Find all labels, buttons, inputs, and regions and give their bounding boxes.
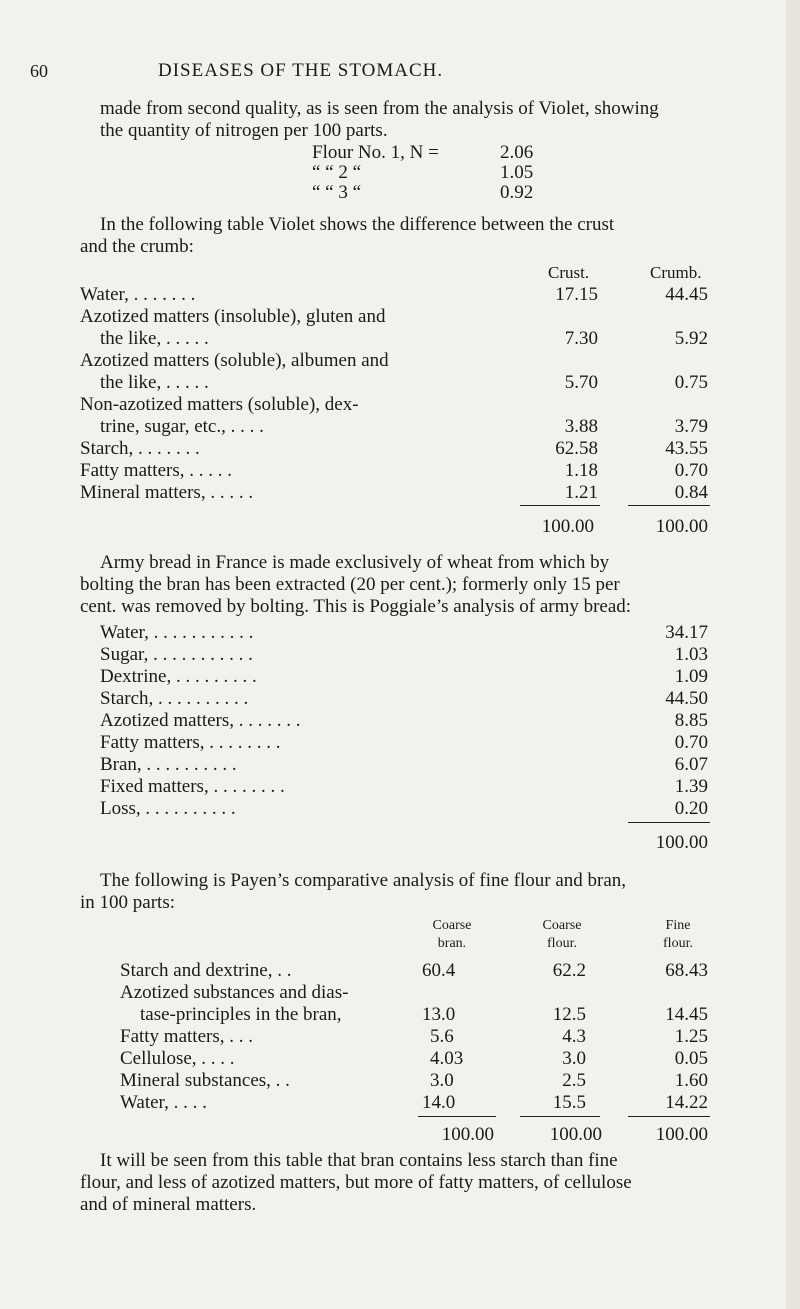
- payen-value-coarse-flour: 3.0: [562, 1048, 586, 1069]
- table1-crumb-value: 0.84: [674, 482, 708, 503]
- table1-crust-rule: [520, 505, 600, 506]
- army-row-label: Water, . . . . . . . . . . .: [100, 622, 254, 643]
- table1-row-label-cont: the like, . . . . .: [100, 372, 209, 393]
- army-line-3: cent. was removed by bolting. This is Poggiale’s analysis of army bread:: [80, 596, 632, 617]
- table1-crust-value: 1.21: [564, 482, 598, 503]
- table1-intro-line-1: In the following table Violet shows the difference between the crust: [100, 214, 615, 235]
- army-row-label: Fatty matters, . . . . . . . .: [100, 732, 281, 753]
- payen-value-coarse-flour: 12.5: [552, 1004, 586, 1025]
- intro-line-2: the quantity of nitrogen per 100 parts.: [100, 120, 388, 141]
- table1-total-crust: 100.00: [541, 516, 594, 537]
- army-row-value: 34.17: [665, 622, 708, 643]
- army-line-1: Army bread in France is made exclusively of wheat from which by: [100, 552, 610, 573]
- conclusion-line-3: and of mineral matters.: [80, 1194, 257, 1215]
- army-row-value: 1.39: [674, 776, 708, 797]
- table1-row-label-cont: the like, . . . . .: [100, 328, 209, 349]
- table1-crumb-value: 43.55: [665, 438, 708, 459]
- army-line-2: bolting the bran has been extracted (20 per cent.); formerly only 15 per: [80, 574, 620, 595]
- table1-crumb-value: 0.70: [674, 460, 708, 481]
- payen-row-label: Fatty matters, . . .: [120, 1026, 253, 1047]
- army-row-label: Bran, . . . . . . . . . .: [100, 754, 237, 775]
- table1-crust-value: 1.18: [564, 460, 598, 481]
- payen-value-bran: 14.0: [422, 1092, 456, 1113]
- payen-row-label-cont: tase-principles in the bran,: [140, 1004, 342, 1025]
- payen-line-2: in 100 parts:: [80, 892, 175, 913]
- table1-row-label: Starch, . . . . . . .: [80, 438, 200, 459]
- payen-value-fine-flour: 0.05: [674, 1048, 708, 1069]
- payen-value-coarse-flour: 2.5: [562, 1070, 586, 1091]
- payen-value-fine-flour: 68.43: [665, 960, 708, 981]
- table1-intro-line-2: and the crumb:: [80, 236, 194, 257]
- army-total-rule: [628, 822, 710, 823]
- payen-value-fine-flour: 1.25: [674, 1026, 708, 1047]
- conclusion-line-1: It will be seen from this table that bran contains less starch than fine: [100, 1150, 618, 1171]
- table1-crumb-value: 3.79: [674, 416, 708, 437]
- col-header-coarse-bran-2: bran.: [437, 936, 467, 951]
- table1-row-label: Azotized matters (soluble), albumen and: [80, 350, 389, 371]
- table1-crumb-value: 44.45: [665, 284, 708, 305]
- page-edge: [786, 0, 800, 1309]
- crust-header: Crust.: [548, 263, 590, 282]
- payen-total-fine-flour: 100.00: [655, 1124, 708, 1145]
- table1-row-label: Non-azotized matters (soluble), dex-: [80, 394, 359, 415]
- table1-crust-value: 7.30: [564, 328, 598, 349]
- payen-row-label: Azotized substances and dias-: [120, 982, 349, 1003]
- army-row-value: 6.07: [674, 754, 708, 775]
- flour-value-3: 0.92: [500, 182, 534, 203]
- payen-value-bran: 3.0: [430, 1070, 454, 1091]
- army-row-label: Loss, . . . . . . . . . .: [100, 798, 236, 819]
- col-header-fine-flour: Fine: [665, 918, 691, 933]
- army-row-label: Starch, . . . . . . . . . .: [100, 688, 249, 709]
- col-header-fine-flour-2: flour.: [663, 936, 693, 951]
- payen-value-coarse-flour: 15.5: [552, 1092, 586, 1113]
- payen-rule-fine-flour: [628, 1116, 710, 1117]
- army-row-value: 8.85: [674, 710, 708, 731]
- flour-value-2: 1.05: [500, 162, 534, 183]
- army-row-value: 0.20: [674, 798, 708, 819]
- payen-row-label: Cellulose, . . . .: [120, 1048, 235, 1069]
- army-row-value: 1.09: [674, 666, 708, 687]
- table1-row-label-cont: trine, sugar, etc., . . . .: [100, 416, 264, 437]
- payen-value-fine-flour: 1.60: [674, 1070, 708, 1091]
- table1-total-crumb: 100.00: [655, 516, 708, 537]
- payen-total-bran: 100.00: [441, 1124, 494, 1145]
- table1-row-label: Fatty matters, . . . . .: [80, 460, 232, 481]
- page-number: 60: [30, 61, 48, 81]
- running-title: DISEASES OF THE STOMACH.: [158, 60, 444, 81]
- army-row-value: 0.70: [674, 732, 708, 753]
- payen-value-bran: 4.03: [430, 1048, 464, 1069]
- payen-value-fine-flour: 14.22: [665, 1092, 708, 1113]
- payen-row-label: Mineral substances, . .: [120, 1070, 290, 1091]
- payen-value-bran: 60.4: [422, 960, 456, 981]
- flour-value-1: 2.06: [500, 142, 534, 163]
- conclusion-line-2: flour, and less of azotized matters, but more of fatty matters, of cellulose: [80, 1172, 632, 1193]
- army-total: 100.00: [655, 832, 708, 853]
- payen-rule-bran: [418, 1116, 496, 1117]
- flour-label-1: Flour No. 1, N =: [312, 142, 439, 163]
- table1-crust-value: 3.88: [564, 416, 598, 437]
- army-row-value: 44.50: [665, 688, 708, 709]
- col-header-coarse-bran: Coarse: [432, 918, 472, 933]
- payen-value-coarse-flour: 4.3: [562, 1026, 586, 1047]
- army-row-label: Sugar, . . . . . . . . . . .: [100, 644, 253, 665]
- payen-value-bran: 13.0: [422, 1004, 456, 1025]
- payen-value-coarse-flour: 62.2: [552, 960, 586, 981]
- table1-crust-value: 62.58: [555, 438, 598, 459]
- army-row-label: Dextrine, . . . . . . . . .: [100, 666, 257, 687]
- flour-label-2: “ “ 2 “: [312, 162, 362, 183]
- table1-crust-value: 5.70: [564, 372, 598, 393]
- army-row-label: Azotized matters, . . . . . . .: [100, 710, 301, 731]
- payen-row-label: Water, . . . .: [120, 1092, 207, 1113]
- payen-value-bran: 5.6: [430, 1026, 454, 1047]
- payen-value-fine-flour: 14.45: [665, 1004, 708, 1025]
- table1-crumb-value: 5.92: [674, 328, 708, 349]
- col-header-coarse-flour-2: flour.: [547, 936, 577, 951]
- payen-row-label: Starch and dextrine, . .: [120, 960, 292, 981]
- army-row-label: Fixed matters, . . . . . . . .: [100, 776, 285, 797]
- table1-row-label: Azotized matters (insoluble), gluten and: [80, 306, 386, 327]
- table1-crumb-rule: [628, 505, 710, 506]
- payen-rule-coarse-flour: [520, 1116, 600, 1117]
- table1-row-label: Mineral matters, . . . . .: [80, 482, 254, 503]
- army-row-value: 1.03: [674, 644, 708, 665]
- payen-total-coarse-flour: 100.00: [549, 1124, 602, 1145]
- payen-line-1: The following is Payen’s comparative analysis of fine flour and bran,: [100, 870, 627, 891]
- table1-crust-value: 17.15: [555, 284, 598, 305]
- table1-crumb-value: 0.75: [674, 372, 708, 393]
- intro-line-1: made from second quality, as is seen from the analysis of Violet, showing: [100, 98, 659, 119]
- flour-label-3: “ “ 3 “: [312, 182, 362, 203]
- col-header-coarse-flour: Coarse: [542, 918, 582, 933]
- table1-row-label: Water, . . . . . . .: [80, 284, 196, 305]
- crumb-header: Crumb.: [650, 263, 702, 282]
